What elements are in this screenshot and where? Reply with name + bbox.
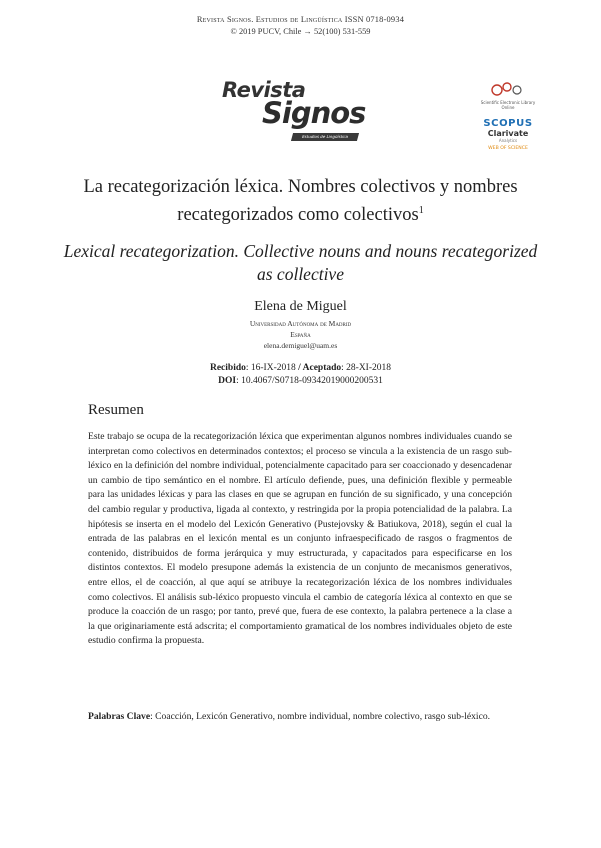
received-accepted-line	[0, 362, 601, 375]
article-title	[40, 176, 561, 227]
accepted-label: / Aceptado	[295, 363, 342, 373]
author-email: elena.demiguel@uam.es	[263, 341, 338, 350]
author-name: Elena de Miguel	[254, 299, 347, 314]
revista-signos-logo	[222, 76, 372, 146]
abstract-text: Este trabajo se ocupa de la recategorización léxica que experimentan algunos nombres individuales cuando se interpretan como colectivos en determinados contextos; el proceso se vincula a la existencia de un rasgo sub-léxico en la definición del nombre individual, potencialmente capacitado para ser coaccionado y desencadenar un cambio de tipo semántico en el nombre. El artículo defiende, pues, una definición flexible y permeable para las unidades léxicas y para las clases en que se agrupan en función de su significado, y una concepción del cambio regular y productiva, ligada al contexto, y restringida por la propia potencialidad de la palabra. La hipótesis se inserta en el modelo del Lexicón Generativo (Pustejovsky & Batiukova, 2018), según el cual la entrada de las palabras en el lexicón mental es un conjunto infraespecificado de rasgos o fragmentos de contenido, distribuidos de forma jerárquica y muy estructurada, y capacitados para especificarse en los distintos contextos. El modelo presupone además la existencia de un conjunto de mecanismos generativos, entre ellos, el de coacción, al que aquí se atribuye la recategorización léxica de los nombres individuales como colectivos. El análisis sub-léxico propuesto vincula el cambio de categoría léxica al contexto en que se produce la coacción de un rasgo; por tanto, prevé que, fuera de ese contexto, la palabra pertenece a la clase a la que originariamente está adscrita; el comportamiento gramatical de los nombres individuales objeto de este estudio confirma la propuesta.	[88, 431, 512, 647]
title-footnote-mark: 1	[418, 205, 424, 216]
web-of-science-logo: WEB OF SCIENCE	[488, 146, 528, 151]
dates-block	[0, 362, 601, 388]
logo-word-revista: Revista	[222, 78, 306, 102]
indexing-logos	[474, 78, 542, 151]
logo-tagline: Estudios de Lingüística	[291, 133, 359, 141]
logo-word-signos: Signos	[262, 96, 366, 130]
english-title: Lexical recategorization. Collective nouns and nouns recategorized as collective	[63, 241, 538, 284]
scielo-logo-icon	[489, 78, 527, 98]
received-label: Recibido	[209, 363, 246, 373]
affiliation-block	[0, 318, 601, 351]
doi-line	[0, 375, 601, 388]
affiliation-country: España	[290, 330, 311, 339]
keywords	[88, 710, 512, 725]
clarivate-sub: Analytics	[498, 138, 518, 143]
doi-label: DOI	[218, 376, 237, 386]
doi-value: : 10.4067/S0718-09342019000200531	[236, 376, 383, 386]
scielo-label: Scientific Electronic Library Online	[480, 100, 536, 110]
affiliation-university: Universidad Autónoma de Madrid	[249, 319, 352, 328]
article-title-text: La recategorización léxica. Nombres colectivos y nombres recategorizados como colectivos	[83, 177, 518, 226]
accepted-date: : 28-XI-2018	[341, 363, 392, 373]
journal-issn-line: Revista Signos. Estudios de Lingüística ISSN 0718-0934	[196, 15, 405, 24]
scopus-logo: SCOPUS	[483, 118, 533, 129]
abstract-heading: Resumen	[88, 402, 144, 418]
received-date: : 16-IX-2018	[245, 363, 296, 373]
keywords-list: : Coacción, Lexicón Generativo, nombre individual, nombre colectivo, rasgo sub-léxico.	[150, 711, 491, 722]
running-header	[0, 14, 601, 38]
copyright-line: © 2019 PUCV, Chile → 52(100) 531-559	[230, 27, 371, 36]
keywords-label: Palabras Clave	[88, 711, 151, 722]
clarivate-logo: Clarivate	[487, 129, 529, 138]
